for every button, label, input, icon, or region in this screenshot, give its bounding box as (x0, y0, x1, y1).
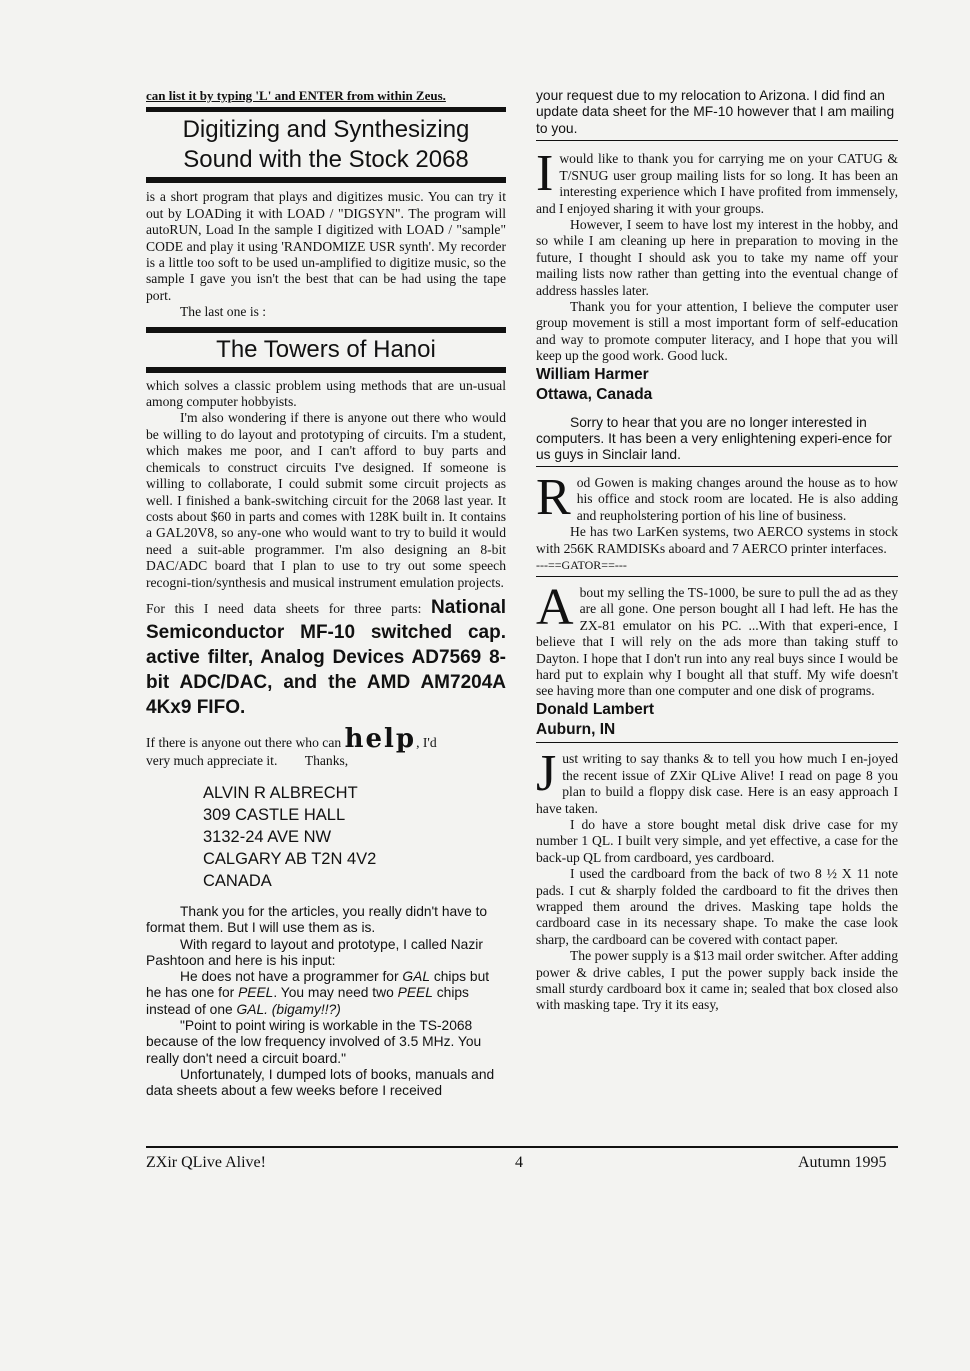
address-line: 309 CASTLE HALL (203, 805, 346, 824)
reply-gal-peel-gal: GAL (402, 969, 431, 985)
letter-gowen-p2: He has two LarKen systems, two AERCO systems in stock with 256K RAMDISKs aboard and 7 AERCO printer interfaces. (536, 524, 898, 556)
letter-gowen (536, 469, 898, 527)
left-column (146, 88, 506, 1100)
reply-articles: Thank you for the articles, you really didn't have to format them. But I will use them as is. (146, 903, 488, 936)
reply-layout: With regard to layout and prototype, I called Nazir Pashtoon and here is his input: (146, 936, 483, 968)
footer-page-number: 4 (515, 1154, 523, 1171)
letter-lambert (536, 579, 898, 700)
heading-digitizing-line1: Digitizing and Synthesizing (182, 116, 470, 144)
gator-signoff: ---==GATOR==--- (536, 558, 627, 573)
paragraph-help (146, 723, 506, 770)
paragraph-hanoi: which solves a classic problem using methods that are un-usual among computer hobbyists. (146, 377, 506, 410)
reply-harmer: Sorry to hear that you are no longer interested in computers. It has been a very enlightening experi-ence for us guys in Sinclair land. (536, 414, 892, 463)
paragraph-digsyn: is a short program that plays and digitizes music. You can try it out by LOADing it with LOAD / "DIGSYN". The program will autoRUN, Load In the sample I digitized with LOAD / "sample" CODE and play it using 'RANDOMIZE USR synth'. My recorder is a little too soft to be used un-amplified to digitize music, so the sample I gave you isn't the best that can be had using the tape port. (146, 189, 506, 303)
heading-hanoi: The Towers of Hanoi (216, 335, 436, 363)
letter-gowen-text: od Gowen is making changes around the house as to how his office and stock room are located. He is also adding and reupholstering portion of his line of business. (576, 475, 898, 523)
reply-gal-peel-b: chips but he has one for (146, 969, 490, 1001)
footer-publication: ZXir QLive Alive! (146, 1154, 266, 1171)
letter-lambert-text: bout my selling the TS-1000, be sure to pull the ad as they are all gone. One person bought all I had left. He has the ZX-81 emulator on his PC. ...With that experi-ence, I believe that I will rely on the ads more than taking stuff to Dayton. I hope that I don't run into any real buys since I would be hard put to explain why I bought all that stuff. My wife doesn't see having more than one computer and one disk of programs. (536, 585, 898, 699)
reply-gal-peel-gal2: GAL. (bigamy!!?) (236, 1001, 341, 1017)
letter-harmer-text: would like to thank you for carrying me on your CATUG & T/SNUG user group mailing lists for so long. It has been an interesting experience which I have profited from immensely, and I enjoyed sharing it with your groups. (536, 151, 898, 216)
reply-continued: your request due to my relocation to Arizona. I did find an update data sheet for the MF-10 however that I am mailing to you. (536, 88, 895, 136)
reply-dumped: Unfortunately, I dumped lots of books, manuals and data sheets about a few weeks before I received (146, 1066, 495, 1099)
data-sheets-lead: For this I need data sheets for three parts: (146, 600, 422, 616)
heading-rule-bottom (146, 177, 506, 183)
reply-gal-peel-d: chips instead of one (146, 985, 469, 1017)
letter-j-p3: I used the cardboard from the back of two 8 ½ X 11 note pads. I cut & sharply folded the cardboard to fit the drives then wrapped them around the drives. Masking tape holds the cardboard case in its necessary shape. To make the case look sharp, the cardboard can be covered with contact paper. (536, 866, 898, 947)
dropcap-a: A (536, 579, 574, 636)
letter-j (536, 745, 898, 817)
reply-wiring: "Point to point wiring is workable in the TS-2068 because of the low frequency involved of 3.5 MHz. You really don't need a circuit board." (146, 1018, 482, 1066)
signature-place: Auburn, IN (536, 720, 616, 738)
address-block (146, 782, 506, 892)
footer-issue: Autumn 1995 (798, 1154, 887, 1171)
address-line: 3132-24 AVE NW (203, 827, 332, 846)
data-sheets-parts: National Semiconductor MF-10 switched cap. active filter, Analog Devices AD7569 8-bit ADC/DAC, and the AMD AM7204A 4Kx9 FIFO. (146, 596, 506, 718)
paragraph-last-one: The last one is : (180, 304, 267, 320)
heading-digitizing (146, 115, 506, 175)
signature-name: Donald Lambert (536, 700, 654, 718)
signature-name: William Harmer (536, 365, 649, 383)
heading-digitizing-line2: Sound with the Stock 2068 (183, 146, 469, 174)
section-divider (536, 742, 898, 744)
dropcap-i: I (536, 145, 554, 203)
letter-j-text: ust writing to say thanks & to tell you how much I en-joyed the recent issue of ZXir QLive Alive! I read on page 8 you plan to build a floppy disk case. Here is an easy approach I have taken. (536, 751, 898, 816)
thanks: Thanks, (304, 752, 349, 768)
address-line: CANADA (203, 871, 272, 890)
reply-gal-peel (146, 969, 506, 1018)
intro-line: can list it by typing 'L' and ENTER from within Zeus. (146, 88, 446, 103)
heading-rule-top (146, 107, 506, 112)
dropcap-j: J (536, 745, 557, 803)
right-column (536, 88, 898, 1014)
address-line: ALVIN R ALBRECHT (203, 783, 358, 802)
letter-harmer (536, 145, 898, 217)
footer-rule (146, 1146, 898, 1148)
section-divider (536, 576, 898, 578)
reply-gal-peel-peel: PEEL (238, 985, 274, 1001)
address-line: CALGARY AB T2N 4V2 (203, 849, 377, 868)
reply-gal-peel-a: He does not have a programmer for (180, 969, 399, 985)
signature-place: Ottawa, Canada (536, 385, 653, 403)
heading2-rule-bottom (146, 367, 506, 373)
help-tail: , I'd (416, 734, 437, 750)
help-line2: very much appreciate it. (146, 752, 278, 768)
section-divider (536, 466, 898, 468)
letter-harmer-p3: Thank you for your attention, I believe the computer user group movement is still a most important form of self-education and way to promote computer literacy, and I hope that you will keep up the good work. Good luck. (536, 299, 898, 364)
help-word: help (344, 723, 417, 754)
paragraph-wondering: I'm also wondering if there is anyone out there who would be willing to do layout and prototyping of circuits. I'm a student, which makes me poor, and I can't afford to buy parts and chemicals to construct circuits I've designed. If someone is willing to collaborate, I could submit some circuit projects as well. I finished a bank-switching circuit for the 2068 last year. It costs about $60 in parts and comes with 128K built in. It contains a GAL20V8, so any-one who would want to try to build it would need a suit-able programmer. I'm also designing an 8-bit DAC/ADC board that I plan to use to try out some speech recogni-tion/synthesis and musical instrument emulation projects. (146, 410, 506, 590)
reply-gal-peel-peel2: PEEL (397, 985, 433, 1001)
section-divider (536, 140, 898, 142)
letter-j-p2: I do have a store bought metal disk drive case for my number 1 QL. I built very simple, and yet effective, a case for the back-up QL from cardboard, yes cardboard. (536, 816, 898, 865)
heading2-rule-top (146, 327, 506, 333)
letter-j-p4: The power supply is a $13 mail order switcher. After adding power & drive cables, I put the power supply back inside the small sturdy cardboard box it came in; sealed that box closed also with masking tape. Try it its easy, (536, 948, 898, 1013)
letter-harmer-p2: However, I seem to have lost my interest in the hobby, and so while I am cleaning up here in preparation to moving in the future, I thought I should ask you to take my name off your mailing lists now rather than getting into the eventual change of address hassles later. (536, 217, 898, 298)
reply-gal-peel-c: . You may need two (273, 985, 394, 1001)
paragraph-data-sheets (146, 595, 506, 720)
help-lead: If there is anyone out there who can (146, 734, 342, 750)
dropcap-r: R (536, 469, 571, 527)
